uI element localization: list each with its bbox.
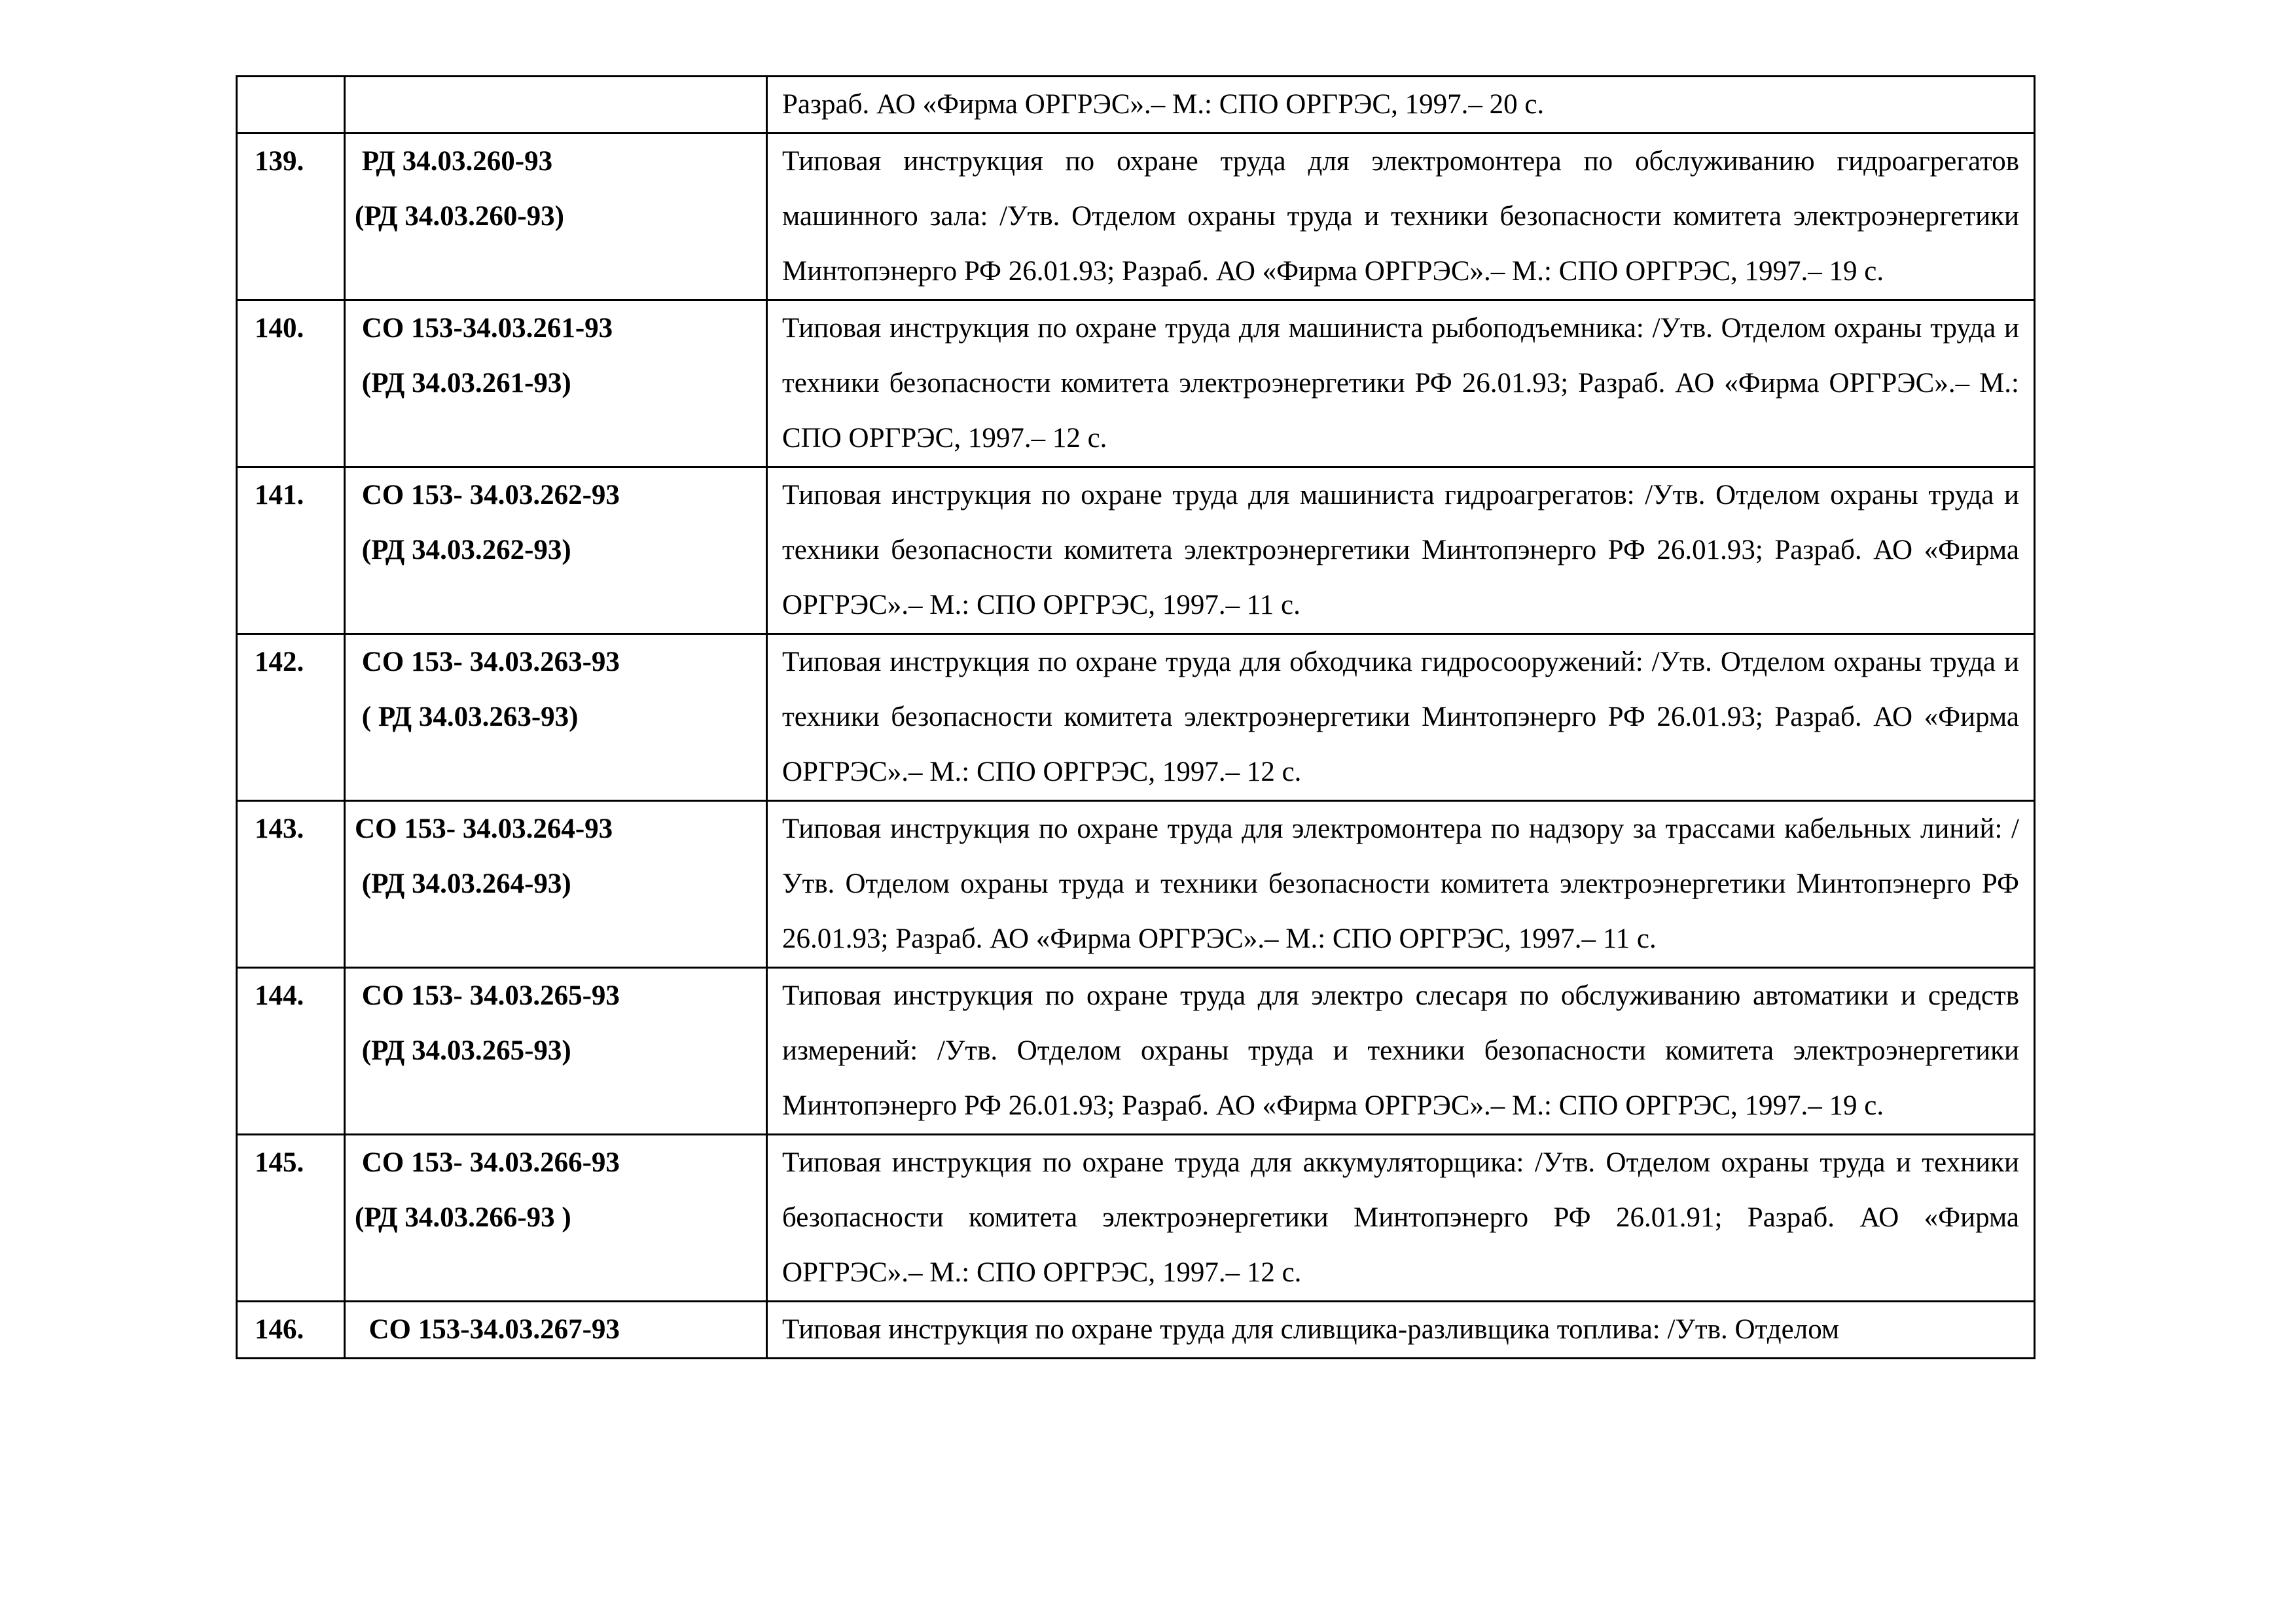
document-code-cell	[345, 467, 767, 634]
document-description: Типовая инструкция по охране труда для сливщика-разливщика топлива: /Утв. Отделом	[767, 1302, 2035, 1359]
document-code-cell	[345, 968, 767, 1135]
row-number: 141.	[237, 467, 345, 634]
document-code-cell	[345, 77, 767, 134]
document-description: Типовая инструкция по охране труда для аккумуляторщика: /Утв. Отделом охраны труда и техники безопасности комитета электроэнергетики Минтопэнерго РФ 26.01.91; Разраб. АО «Фирма ОРГРЭС».– М.: СПО ОРГРЭС, 1997.– 12 с.	[767, 1135, 2035, 1302]
document-code-alt: (РД 34.03.265-93)	[355, 1035, 571, 1066]
row-number: 144.	[237, 968, 345, 1135]
document-code-cell	[345, 801, 767, 968]
row-number: 146.	[237, 1302, 345, 1359]
row-number: 139.	[237, 134, 345, 300]
row-number: 142.	[237, 634, 345, 801]
document-code-cell	[345, 1135, 767, 1302]
document-code-alt: (РД 34.03.264-93)	[355, 868, 571, 899]
document-code: СО 153- 34.03.263-93	[355, 647, 620, 677]
document-code-cell	[345, 634, 767, 801]
document-code-cell	[345, 1302, 767, 1359]
row-number: 145.	[237, 1135, 345, 1302]
document-code: СО 153- 34.03.265-93	[355, 980, 620, 1011]
document-code: СО 153- 34.03.266-93	[355, 1147, 620, 1178]
document-code-alt: (РД 34.03.266-93 )	[355, 1202, 571, 1233]
document-code: СО 153-34.03.261-93	[355, 313, 613, 344]
document-table	[236, 75, 2036, 1359]
document-code: РД 34.03.260-93	[355, 146, 553, 177]
row-number: 143.	[237, 801, 345, 968]
table-row	[237, 634, 2035, 801]
table-row	[237, 1135, 2035, 1302]
row-number: 140.	[237, 300, 345, 467]
table-row	[237, 1302, 2035, 1359]
document-description: Типовая инструкция по охране труда для машиниста гидроагрегатов: /Утв. Отделом охраны труда и техники безопасности комитета электроэнергетики Минтопэнерго РФ 26.01.93; Разраб. АО «Фирма ОРГРЭС».– М.: СПО ОРГРЭС, 1997.– 11 с.	[767, 467, 2035, 634]
document-code-cell	[345, 300, 767, 467]
document-description: Типовая инструкция по охране труда для электро слесаря по обслуживанию автоматики и средств измерений: /Утв. Отделом охраны труда и техники безопасности комитета электроэнергетики Минтопэнерго РФ 26.01.93; Разраб. АО «Фирма ОРГРЭС».– М.: СПО ОРГРЭС, 1997.– 19 с.	[767, 968, 2035, 1135]
document-code-alt: (РД 34.03.261-93)	[355, 368, 571, 399]
document-description: Типовая инструкция по охране труда для машиниста рыбоподъемника: /Утв. Отделом охраны труда и техники безопасности комитета электроэнергетики РФ 26.01.93; Разраб. АО «Фирма ОРГРЭС».– М.: СПО ОРГРЭС, 1997.– 12 с.	[767, 300, 2035, 467]
table-row	[237, 801, 2035, 968]
table-row	[237, 467, 2035, 634]
document-code: СО 153- 34.03.264-93	[355, 813, 613, 844]
document-code-alt: ( РД 34.03.263-93)	[355, 702, 579, 732]
document-code-alt: (РД 34.03.260-93)	[355, 201, 564, 232]
document-description: Типовая инструкция по охране труда для электромонтера по надзору за трассами кабельных линий: /Утв. Отделом охраны труда и техники безопасности комитета электроэнергетики Минтопэнерго РФ 26.01.93; Разраб. АО «Фирма ОРГРЭС».– М.: СПО ОРГРЭС, 1997.– 11 с.	[767, 801, 2035, 968]
document-code: СО 153-34.03.267-93	[355, 1314, 620, 1345]
document-description: Типовая инструкция по охране труда для обходчика гидросооружений: /Утв. Отделом охраны труда и техники безопасности комитета электроэнергетики Минтопэнерго РФ 26.01.93; Разраб. АО «Фирма ОРГРЭС».– М.: СПО ОРГРЭС, 1997.– 12 с.	[767, 634, 2035, 801]
document-description: Типовая инструкция по охране труда для электромонтера по обслуживанию гидроагрегатов машинного зала: /Утв. Отделом охраны труда и техники безопасности комитета электроэнергетики Минтопэнерго РФ 26.01.93; Разраб. АО «Фирма ОРГРЭС».– М.: СПО ОРГРЭС, 1997.– 19 с.	[767, 134, 2035, 300]
document-description: Разраб. АО «Фирма ОРГРЭС».– М.: СПО ОРГРЭС, 1997.– 20 с.	[767, 77, 2035, 134]
table-row	[237, 300, 2035, 467]
table-row	[237, 77, 2035, 134]
table-row	[237, 134, 2035, 300]
document-code-cell	[345, 134, 767, 300]
table-row	[237, 968, 2035, 1135]
row-number	[237, 77, 345, 134]
document-code-alt: (РД 34.03.262-93)	[355, 535, 571, 565]
document-code: СО 153- 34.03.262-93	[355, 480, 620, 510]
